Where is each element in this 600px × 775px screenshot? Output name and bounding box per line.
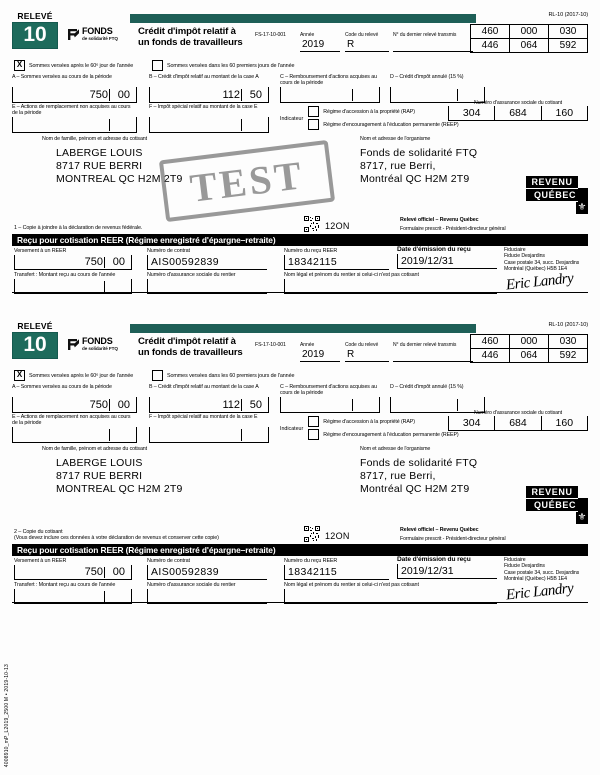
copy-footer-line2: (Vous devez inclure ces données à votre déclaration de revenus et conserver cette copie) xyxy=(14,535,219,542)
annee-label: Année xyxy=(300,32,315,38)
annee-label: Année xyxy=(300,342,315,348)
field-dernier-releve xyxy=(393,32,473,52)
revenu-quebec-line1: REVENU xyxy=(526,176,578,188)
numgrid-cell: 064 xyxy=(509,349,548,362)
rl-version: RL-10 (2017-10) xyxy=(548,322,588,328)
fonds-logo xyxy=(67,27,129,43)
dernier-label: N° du dernier relevé transmis xyxy=(393,342,457,348)
identification-number-grid xyxy=(470,334,588,363)
numgrid-row xyxy=(471,25,587,38)
checkbox-first-60-days[interactable] xyxy=(152,60,294,71)
form-header xyxy=(12,322,588,368)
checkbox-rap-box[interactable] xyxy=(308,106,319,117)
field-code-releve xyxy=(345,342,389,362)
copy-footer-line1: 1 – Copie à joindre à la déclaration de revenus fédérale. xyxy=(14,225,143,232)
releve-word: RELEVÉ xyxy=(17,321,53,331)
fonds-mark-icon xyxy=(67,28,80,41)
box-b-dollars: 112 xyxy=(222,399,240,411)
transfert-label: Transfert : Montant reçu au cours de l'année xyxy=(14,582,116,588)
numgrid-cell: 030 xyxy=(548,335,587,348)
checkbox-reep-label: Régime d'encouragement à l'éducation permanente (REEP) xyxy=(323,431,459,438)
box-b xyxy=(149,384,269,413)
official-line2: Formulaire prescrit - Président-directeur général xyxy=(400,536,506,542)
payment-period-checkboxes xyxy=(12,59,588,72)
fiduciaire-block xyxy=(504,247,592,273)
checkbox-first-60-days-label: Sommes versées dans les 60 premiers jours de l'année xyxy=(167,62,295,69)
box-e xyxy=(12,414,137,443)
checkbox-first-60-days[interactable] xyxy=(152,370,294,381)
box-b-dollars: 112 xyxy=(222,89,240,101)
box-f xyxy=(149,414,269,443)
versement-label: Versement à un REER xyxy=(14,558,67,564)
organisme-line: Montréal QC H2M 2T9 xyxy=(360,173,470,185)
copy-footer-text xyxy=(14,225,142,232)
receipt-contrat xyxy=(147,248,267,270)
numgrid-row xyxy=(471,348,587,362)
sin-field xyxy=(448,100,588,121)
box-a-caption: A – Sommes versées au cours de la période xyxy=(12,384,112,390)
box-c xyxy=(280,74,380,103)
versement-dollars: 750 xyxy=(84,256,103,268)
copy-footer-line1: 2 – Copie du cotisant xyxy=(14,528,63,535)
field-annee xyxy=(300,342,340,362)
receipt-number xyxy=(284,558,389,580)
checkbox-first-60-days-box[interactable] xyxy=(152,370,163,381)
fs-code: FS-17-10-001 xyxy=(255,342,286,348)
box-b-amount[interactable] xyxy=(149,397,269,413)
checkbox-rap[interactable] xyxy=(308,416,458,427)
box-b-caption: B – Crédit d'impôt relatif au montant de la case A xyxy=(149,384,259,390)
reer-receipt xyxy=(12,556,588,603)
box-e xyxy=(12,104,137,133)
organisme-line: 8717, rue Berri, xyxy=(360,470,436,482)
numgrid-row xyxy=(471,38,587,52)
versement-dollars: 750 xyxy=(84,566,103,578)
fonds-line2: de solidarité FTQ xyxy=(82,346,118,351)
reer-receipt xyxy=(12,246,588,293)
releve-number: 10 xyxy=(12,22,58,49)
green-header-bar xyxy=(130,14,476,23)
copy-footer-text xyxy=(14,529,219,542)
official-line1: Relevé officiel – Revenu Québec xyxy=(400,217,479,223)
box-a-cents: 00 xyxy=(117,399,130,411)
contrat-value[interactable]: AIS00592839 xyxy=(147,255,267,270)
receipt-date xyxy=(397,556,497,579)
code-value[interactable]: R xyxy=(345,38,389,52)
identification-number-grid xyxy=(470,24,588,53)
numgrid-cell: 592 xyxy=(548,349,587,362)
dernier-value[interactable] xyxy=(393,38,473,52)
dernier-label: N° du dernier relevé transmis xyxy=(393,32,457,38)
organisme-line: 8717, rue Berri, xyxy=(360,160,436,172)
sin-part: 304 xyxy=(448,106,494,120)
box-a-amount[interactable] xyxy=(12,397,137,413)
box-d xyxy=(390,384,485,413)
box-c-caption: C – Remboursement d'actions acquises au cours de la période xyxy=(280,384,377,397)
contrat-label: Numéro de contrat xyxy=(147,558,190,564)
box-f-caption: F – Impôt spécial relatif au montant de la case E xyxy=(149,414,258,420)
organisme-caption: Nom et adresse de l'organisme xyxy=(360,446,431,452)
checkbox-reep[interactable] xyxy=(308,119,458,130)
recu-label: Numéro du reçu REER xyxy=(284,248,338,254)
checkbox-after-60th-day-box[interactable]: X xyxy=(14,370,25,381)
copy-footer xyxy=(12,520,588,544)
sin-grid[interactable] xyxy=(448,106,588,121)
box-c xyxy=(280,384,380,413)
transfert-amount[interactable] xyxy=(14,589,132,604)
fiduciaire-line: Fiduciaire xyxy=(504,247,526,253)
qr-code-text: 12ON xyxy=(325,221,350,231)
organisme-caption: Nom et adresse de l'organisme xyxy=(360,136,431,142)
checkbox-after-60th-day-label: Sommes versées après le 60ᵉ jour de l'année xyxy=(29,372,134,379)
checkbox-rap[interactable] xyxy=(308,106,458,117)
fiduciaire-line: Fiduciaire xyxy=(504,557,526,563)
recu-label: Numéro du reçu REER xyxy=(284,558,338,564)
sin-part: 684 xyxy=(494,106,540,120)
box-b-cents: 50 xyxy=(249,399,262,411)
sin-rentier-value[interactable] xyxy=(147,279,267,294)
sin-rentier-value[interactable] xyxy=(147,589,267,604)
fonds-line1: FONDS xyxy=(82,336,113,346)
code-label: Code du relevé xyxy=(345,32,379,38)
releve-word: RELEVÉ xyxy=(17,11,53,21)
cotisant-line: 8717 RUE BERRI xyxy=(56,470,143,482)
signature: Eric Landry xyxy=(505,580,575,604)
receipt-nom-rentier xyxy=(284,582,497,604)
box-a-cents: 00 xyxy=(117,89,130,101)
cotisant-line: 8717 RUE BERRI xyxy=(56,160,143,172)
box-c-amount[interactable] xyxy=(280,397,380,413)
payment-period-checkboxes xyxy=(12,369,588,382)
box-e-caption: E – Actions de remplacement non acquises au cours de la période xyxy=(12,104,131,117)
versement-amount[interactable] xyxy=(14,565,132,580)
box-a-dollars: 750 xyxy=(89,89,108,101)
official-line1: Relevé officiel – Revenu Québec xyxy=(400,527,479,533)
qr-code-text: 12ON xyxy=(325,531,350,541)
numgrid-cell: 460 xyxy=(481,26,499,37)
fiduciaire-line: Fiducie Desjardins xyxy=(504,253,545,260)
box-a xyxy=(12,384,137,413)
receipt-title-bar: Reçu pour cotisation REER (Régime enregistré d'épargne–retraite) xyxy=(12,544,588,556)
box-a-amount[interactable] xyxy=(12,87,137,103)
recu-value[interactable]: 18342115 xyxy=(284,255,389,270)
receipt-number xyxy=(284,248,389,270)
releve-badge xyxy=(12,322,58,359)
date-label: Date d'émission du reçu xyxy=(397,246,471,253)
contrat-label: Numéro de contrat xyxy=(147,248,190,254)
indicateur-options xyxy=(308,416,458,442)
fleur-de-lis-icon: ⚜ xyxy=(577,512,587,523)
organisme-line: Fonds de solidarité FTQ xyxy=(360,457,478,469)
organisme-line: Fonds de solidarité FTQ xyxy=(360,147,478,159)
fiduciaire-line: Case postale 34, succ. Desjardins xyxy=(504,259,580,266)
fonds-line1: FONDS xyxy=(82,26,113,36)
date-value[interactable]: 2019/12/31 xyxy=(397,564,497,579)
test-stamp-text: TEST xyxy=(187,151,307,211)
annee-value[interactable]: 2019 xyxy=(300,38,340,52)
cotisant-block xyxy=(42,446,312,496)
official-line2: Formulaire prescrit - Président-directeur général xyxy=(400,226,506,232)
indicateur-label: Indicateur xyxy=(280,116,304,122)
cotisant-line: MONTREAL QC H2M 2T9 xyxy=(56,173,183,185)
releve-10-copy-1 xyxy=(12,12,588,293)
dernier-value[interactable] xyxy=(393,348,473,362)
fonds-logo xyxy=(67,337,129,353)
signature: Eric Landry xyxy=(505,270,575,294)
receipt-versement xyxy=(14,248,132,270)
box-c-amount[interactable] xyxy=(280,87,380,103)
receipt-date xyxy=(397,246,497,269)
indicateur-label: Indicateur xyxy=(280,426,304,432)
box-f-amount[interactable] xyxy=(149,427,269,443)
fs-code: FS-17-10-001 xyxy=(255,32,286,38)
revenu-quebec-logo xyxy=(526,486,588,523)
qr-code-icon xyxy=(304,526,320,542)
form-title-line1: Crédit d'impôt relatif à xyxy=(138,26,236,37)
receipt-sin-rentier xyxy=(147,272,267,294)
numgrid-cell: 460 xyxy=(481,336,499,347)
checkbox-rap-label: Régime d'accession à la propriété (RAP) xyxy=(323,108,415,115)
indicateur-options xyxy=(308,106,458,132)
checkbox-after-60th-day[interactable] xyxy=(14,370,133,381)
cotisant-block xyxy=(42,136,312,186)
cotisant-line: MONTREAL QC H2M 2T9 xyxy=(56,483,183,495)
revenu-quebec-line2: QUÉBEC xyxy=(526,189,584,201)
receipt-title-bar: Reçu pour cotisation REER (Régime enregistré d'épargne–retraite) xyxy=(12,234,588,246)
checkbox-first-60-days-label: Sommes versées dans les 60 premiers jours de l'année xyxy=(167,372,295,379)
qr-code-icon xyxy=(304,216,320,232)
numgrid-row xyxy=(471,335,587,348)
sin-part: 160 xyxy=(541,106,588,120)
fiduciaire-line: Montréal (Québec) H5B 1E4 xyxy=(504,576,567,583)
sin-grid[interactable] xyxy=(448,416,588,431)
receipt-sin-rentier xyxy=(147,582,267,604)
releve-10-copy-2 xyxy=(12,322,588,603)
versement-cents: 00 xyxy=(112,566,125,578)
box-c-caption: C – Remboursement d'actions acquises au cours de la période xyxy=(280,74,377,87)
rl-version: RL-10 (2017-10) xyxy=(548,12,588,18)
sin-label: Numéro d'assurance sociale du cotisant xyxy=(473,100,563,106)
releve-number: 10 xyxy=(12,332,58,359)
fiduciaire-line: Case postale 34, succ. Desjardins xyxy=(504,569,580,576)
date-value[interactable]: 2019/12/31 xyxy=(397,254,497,269)
fiduciaire-line: Montréal (Québec) H5B 1E4 xyxy=(504,266,567,273)
box-f-amount[interactable] xyxy=(149,117,269,133)
checkbox-reep-box[interactable] xyxy=(308,429,319,440)
sin-label: Numéro d'assurance sociale du cotisant xyxy=(473,410,563,416)
field-dernier-releve xyxy=(393,342,473,362)
nom-rentier-value[interactable] xyxy=(284,589,497,604)
cotisant-line: LABERGE LOUIS xyxy=(56,147,143,159)
cotisant-line: LABERGE LOUIS xyxy=(56,457,143,469)
box-a-dollars: 750 xyxy=(89,399,108,411)
box-b-caption: B – Crédit d'impôt relatif au montant de la case A xyxy=(149,74,259,80)
box-b-cents: 50 xyxy=(249,89,262,101)
numgrid-cell: 064 xyxy=(509,39,548,52)
sin-rentier-label: Numéro d'assurance sociale du rentier xyxy=(147,272,236,278)
checkbox-rap-label: Régime d'accession à la propriété (RAP) xyxy=(323,418,415,425)
nom-rentier-label: Nom légal et prénom du rentier si celui-ci n'est pas cotisant xyxy=(284,272,419,278)
transfert-label: Transfert : Montant reçu au cours de l'année xyxy=(14,272,116,278)
versement-amount[interactable] xyxy=(14,255,132,270)
amount-boxes xyxy=(12,74,588,132)
box-d-caption: D – Crédit d'impôt annulé (15 %) xyxy=(390,74,464,80)
sin-rentier-label: Numéro d'assurance sociale du rentier xyxy=(147,582,236,588)
checkbox-reep[interactable] xyxy=(308,429,458,440)
contrat-value[interactable]: AIS00592839 xyxy=(147,565,267,580)
numgrid-cell: 446 xyxy=(481,40,499,51)
green-header-bar xyxy=(130,324,476,333)
receipt-versement xyxy=(14,558,132,580)
fiduciaire-block xyxy=(504,557,592,583)
transfert-amount[interactable] xyxy=(14,279,132,294)
checkbox-reep-label: Régime d'encouragement à l'éducation permanente (REEP) xyxy=(323,121,459,128)
box-d xyxy=(390,74,485,103)
revenu-quebec-line1: REVENU xyxy=(526,486,578,498)
nom-rentier-label: Nom légal et prénom du rentier si celui-ci n'est pas cotisant xyxy=(284,582,419,588)
revenu-quebec-logo xyxy=(526,176,588,213)
form-header xyxy=(12,12,588,58)
annee-value[interactable]: 2019 xyxy=(300,348,340,362)
receipt-transfert xyxy=(14,582,132,604)
box-f-caption: F – Impôt spécial relatif au montant de la case E xyxy=(149,104,258,110)
form-title xyxy=(138,336,248,358)
names-section xyxy=(12,136,588,213)
box-d-caption: D – Crédit d'impôt annulé (15 %) xyxy=(390,384,464,390)
fiduciaire-line: Fiducie Desjardins xyxy=(504,563,545,570)
recu-value[interactable]: 18342115 xyxy=(284,565,389,580)
checkbox-after-60th-day-label: Sommes versées après le 60ᵉ jour de l'année xyxy=(29,62,134,69)
field-annee xyxy=(300,32,340,52)
fonds-mark-icon xyxy=(67,338,80,351)
box-a-caption: A – Sommes versées au cours de la période xyxy=(12,74,112,80)
checkbox-reep-box[interactable] xyxy=(308,119,319,130)
revenu-quebec-line2: QUÉBEC xyxy=(526,499,584,511)
copy-footer xyxy=(12,210,588,234)
code-label: Code du relevé xyxy=(345,342,379,348)
box-a xyxy=(12,74,137,103)
versement-cents: 00 xyxy=(112,256,125,268)
print-code: 4008910_mP_L2019_2500 M • 2019-10-13 xyxy=(4,663,10,767)
form-title-line1: Crédit d'impôt relatif à xyxy=(138,336,236,347)
amount-boxes xyxy=(12,384,588,442)
box-f xyxy=(149,104,269,133)
box-b xyxy=(149,74,269,103)
sin-part: 160 xyxy=(541,416,588,430)
receipt-contrat xyxy=(147,558,267,580)
numgrid-cell: 030 xyxy=(548,25,587,38)
form-title-line2: un fonds de travailleurs xyxy=(138,347,243,358)
code-value[interactable]: R xyxy=(345,348,389,362)
form-title-line2: un fonds de travailleurs xyxy=(138,37,243,48)
field-code-releve xyxy=(345,32,389,52)
fonds-line2: de solidarité FTQ xyxy=(82,36,118,41)
receipt-nom-rentier xyxy=(284,272,497,294)
numgrid-cell: 000 xyxy=(509,25,548,38)
sin-field xyxy=(448,410,588,431)
sin-part: 684 xyxy=(494,416,540,430)
names-section xyxy=(12,446,588,523)
organisme-line: Montréal QC H2M 2T9 xyxy=(360,483,470,495)
numgrid-cell: 592 xyxy=(548,39,587,52)
box-e-amount[interactable] xyxy=(12,117,137,133)
date-label: Date d'émission du reçu xyxy=(397,556,471,563)
cotisant-caption: Nom de famille, prénom et adresse du cotisant xyxy=(42,136,148,142)
releve-badge xyxy=(12,12,58,49)
checkbox-first-60-days-box[interactable] xyxy=(152,60,163,71)
numgrid-cell: 000 xyxy=(509,335,548,348)
receipt-transfert xyxy=(14,272,132,294)
fleur-de-lis-icon: ⚜ xyxy=(577,202,587,213)
versement-label: Versement à un REER xyxy=(14,248,67,254)
form-title xyxy=(138,26,248,48)
numgrid-cell: 446 xyxy=(481,350,499,361)
fonds-logo-text xyxy=(82,27,118,43)
box-b-amount[interactable] xyxy=(149,87,269,103)
box-e-caption: E – Actions de remplacement non acquises au cours de la période xyxy=(12,414,131,427)
fonds-logo-text xyxy=(82,337,118,353)
nom-rentier-value[interactable] xyxy=(284,279,497,294)
cotisant-caption: Nom de famille, prénom et adresse du cotisant xyxy=(42,446,148,452)
box-e-amount[interactable] xyxy=(12,427,137,443)
checkbox-after-60th-day-box[interactable]: X xyxy=(14,60,25,71)
checkbox-rap-box[interactable] xyxy=(308,416,319,427)
checkbox-after-60th-day[interactable] xyxy=(14,60,133,71)
sin-part: 304 xyxy=(448,416,494,430)
